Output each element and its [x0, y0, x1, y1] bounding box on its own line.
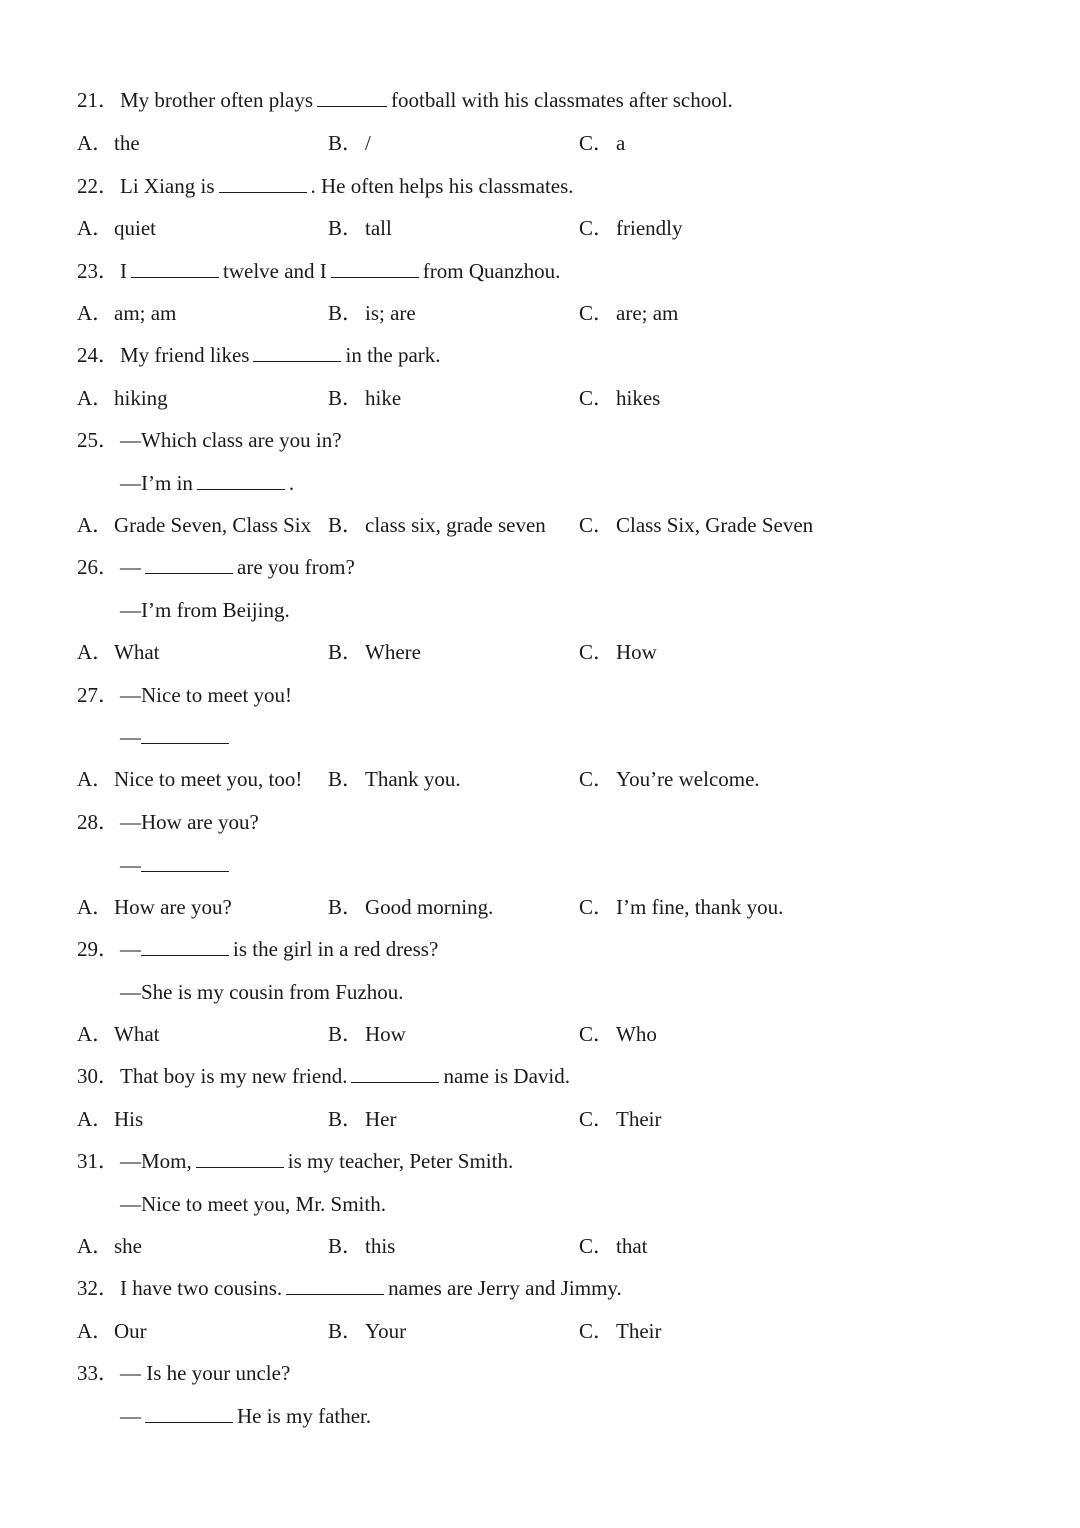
question-21 [77, 85, 733, 115]
option-letter: B． [328, 640, 364, 664]
option-letter: A． [77, 386, 114, 410]
option-text: His [114, 1107, 144, 1131]
question-stem: —I’m from Beijing. [120, 598, 290, 622]
option-text: Where [365, 640, 421, 664]
question-33-reply [120, 1401, 371, 1431]
question-stem: —Nice to meet you, Mr. Smith. [120, 1192, 386, 1216]
option-c[interactable] [579, 1019, 657, 1049]
question-stem: in the park. [345, 343, 441, 367]
options-21 [77, 128, 977, 158]
question-number: 30． [77, 1064, 119, 1088]
answer-blank [196, 1149, 284, 1168]
option-letter: C． [579, 1319, 615, 1343]
question-28 [77, 807, 259, 837]
option-text: is; are [365, 301, 416, 325]
option-text: that [616, 1234, 648, 1258]
question-number: 28． [77, 810, 119, 834]
question-stem: —Nice to meet you! [120, 683, 293, 707]
question-stem: is the girl in a red dress? [233, 937, 439, 961]
option-text: hikes [616, 386, 661, 410]
option-a[interactable] [77, 213, 156, 243]
option-a[interactable] [77, 1231, 142, 1261]
answer-blank [286, 1276, 384, 1295]
option-text: Thank you. [365, 767, 461, 791]
option-a[interactable] [77, 1019, 159, 1049]
options-24 [77, 383, 977, 413]
option-letter: B． [328, 767, 364, 791]
option-text: What [114, 640, 160, 664]
question-stem: — Is he your uncle? [120, 1361, 291, 1385]
question-stem: I have two cousins. [120, 1276, 283, 1300]
options-31 [77, 1231, 977, 1261]
option-letter: A． [77, 131, 114, 155]
answer-blank [197, 471, 285, 490]
question-22 [77, 171, 574, 201]
option-letter: A． [77, 513, 114, 537]
option-text: the [114, 131, 140, 155]
option-letter: A． [77, 767, 114, 791]
option-a[interactable] [77, 1316, 147, 1346]
question-stem: . He often helps his classmates. [310, 174, 574, 198]
question-27 [77, 680, 292, 710]
option-letter: B． [328, 513, 364, 537]
question-number: 23． [77, 259, 119, 283]
option-a[interactable] [77, 128, 140, 158]
option-letter: C． [579, 301, 615, 325]
option-text: How are you? [114, 895, 232, 919]
question-number: 29． [77, 937, 119, 961]
question-stem: — [120, 1404, 141, 1428]
options-27 [77, 764, 977, 794]
question-number: 31． [77, 1149, 119, 1173]
question-31 [77, 1146, 513, 1176]
question-stem: —Mom, [120, 1149, 192, 1173]
option-c[interactable] [579, 128, 625, 158]
option-text: a [616, 131, 626, 155]
option-text: Who [616, 1022, 657, 1046]
option-letter: B． [328, 1319, 364, 1343]
option-text: quiet [114, 216, 156, 240]
question-stem: My friend likes [120, 343, 250, 367]
option-a[interactable] [77, 892, 232, 922]
option-a[interactable] [77, 764, 302, 794]
question-stem: — [120, 555, 141, 579]
option-text: Grade Seven, Class Six [114, 513, 312, 537]
question-stem: . [288, 471, 295, 495]
question-33 [77, 1358, 290, 1388]
option-b[interactable] [328, 213, 392, 243]
option-b[interactable] [328, 892, 493, 922]
options-29 [77, 1019, 977, 1049]
option-letter: C． [579, 640, 615, 664]
option-letter: B． [328, 386, 364, 410]
option-text: Their [616, 1319, 662, 1343]
option-text: tall [365, 216, 392, 240]
question-stem: twelve and I [223, 259, 327, 283]
option-letter: B． [328, 1107, 364, 1131]
option-letter: A． [77, 216, 114, 240]
option-letter: A． [77, 1319, 114, 1343]
option-text: Their [616, 1107, 662, 1131]
question-number: 22． [77, 174, 119, 198]
option-letter: B． [328, 301, 364, 325]
question-stem: Li Xiang is [120, 174, 215, 198]
option-text: How [616, 640, 657, 664]
option-text: hike [365, 386, 402, 410]
options-26 [77, 637, 977, 667]
question-32 [77, 1273, 622, 1303]
question-number: 25． [77, 428, 119, 452]
question-31-reply [120, 1189, 386, 1219]
option-letter: C． [579, 1022, 615, 1046]
option-a[interactable] [77, 298, 176, 328]
option-b[interactable] [328, 1316, 406, 1346]
answer-blank [141, 725, 229, 744]
question-stem: —Which class are you in? [120, 428, 342, 452]
options-28 [77, 892, 977, 922]
option-b[interactable] [328, 1104, 396, 1134]
option-a[interactable] [77, 510, 311, 540]
answer-blank [219, 174, 307, 193]
option-text: Class Six, Grade Seven [616, 513, 814, 537]
option-text: Your [365, 1319, 407, 1343]
option-letter: A． [77, 640, 114, 664]
answer-blank [145, 555, 233, 574]
question-29-reply [120, 977, 404, 1007]
question-29 [77, 934, 438, 964]
question-number: 26． [77, 555, 119, 579]
option-letter: B． [328, 131, 364, 155]
option-letter: A． [77, 1107, 114, 1131]
option-letter: B． [328, 1022, 364, 1046]
question-stem: I [120, 259, 127, 283]
question-number: 33． [77, 1361, 119, 1385]
question-stem: names are Jerry and Jimmy. [388, 1276, 622, 1300]
option-text: You’re welcome. [616, 767, 760, 791]
question-stem: My brother often plays [120, 88, 314, 112]
option-text: friendly [616, 216, 683, 240]
option-letter: C． [579, 895, 615, 919]
option-b[interactable] [328, 1019, 406, 1049]
option-letter: C． [579, 131, 615, 155]
option-b[interactable] [328, 510, 546, 540]
question-stem: — [120, 725, 141, 749]
option-letter: C． [579, 1107, 615, 1131]
question-stem: are you from? [237, 555, 355, 579]
option-text: am; am [114, 301, 177, 325]
options-25 [77, 510, 977, 540]
option-letter: A． [77, 895, 114, 919]
option-text: Good morning. [365, 895, 494, 919]
question-28-reply [120, 850, 233, 880]
option-a[interactable] [77, 383, 168, 413]
question-stem: — [120, 853, 141, 877]
answer-blank [131, 259, 219, 278]
option-letter: C． [579, 386, 615, 410]
question-stem: is my teacher, Peter Smith. [287, 1149, 514, 1173]
option-letter: B． [328, 895, 364, 919]
option-c[interactable] [579, 1231, 648, 1261]
option-b[interactable] [328, 298, 416, 328]
question-stem: name is David. [443, 1064, 571, 1088]
option-text: this [365, 1234, 396, 1258]
option-c[interactable] [579, 1104, 661, 1134]
answer-blank [141, 853, 229, 872]
option-text: Our [114, 1319, 147, 1343]
option-b[interactable] [328, 128, 371, 158]
question-number: 27． [77, 683, 119, 707]
question-stem: That boy is my new friend. [120, 1064, 348, 1088]
option-text: class six, grade seven [365, 513, 546, 537]
question-stem: — [120, 937, 141, 961]
question-27-reply [120, 722, 233, 752]
question-stem: from Quanzhou. [422, 259, 561, 283]
option-text: I’m fine, thank you. [616, 895, 784, 919]
question-23 [77, 256, 560, 286]
option-c[interactable] [579, 764, 760, 794]
option-text: What [114, 1022, 160, 1046]
option-c[interactable] [579, 637, 657, 667]
question-25-reply [120, 468, 294, 498]
option-text: Her [365, 1107, 397, 1131]
question-stem: He is my father. [237, 1404, 372, 1428]
option-b[interactable] [328, 637, 421, 667]
answer-blank [253, 343, 341, 362]
question-stem: —How are you? [120, 810, 259, 834]
option-text: Nice to meet you, too! [114, 767, 303, 791]
option-a[interactable] [77, 1104, 143, 1134]
option-text: / [365, 131, 371, 155]
option-a[interactable] [77, 637, 159, 667]
question-26-reply [120, 595, 290, 625]
option-c[interactable] [579, 892, 783, 922]
option-letter: B． [328, 1234, 364, 1258]
options-30 [77, 1104, 977, 1134]
option-letter: C． [579, 1234, 615, 1258]
question-24 [77, 340, 441, 370]
answer-blank [145, 1404, 233, 1423]
option-letter: C． [579, 767, 615, 791]
option-text: How [365, 1022, 406, 1046]
question-number: 21． [77, 88, 119, 112]
options-32 [77, 1316, 977, 1346]
options-22 [77, 213, 977, 243]
option-c[interactable] [579, 383, 660, 413]
option-letter: C． [579, 513, 615, 537]
option-letter: C． [579, 216, 615, 240]
question-25 [77, 425, 342, 455]
answer-blank [141, 937, 229, 956]
option-letter: A． [77, 301, 114, 325]
option-b[interactable] [328, 764, 461, 794]
question-stem: —I’m in [120, 471, 193, 495]
question-30 [77, 1061, 570, 1091]
question-number: 24． [77, 343, 119, 367]
option-c[interactable] [579, 510, 813, 540]
option-c[interactable] [579, 298, 678, 328]
option-b[interactable] [328, 1231, 395, 1261]
answer-blank [317, 88, 387, 107]
option-text: she [114, 1234, 142, 1258]
option-letter: A． [77, 1234, 114, 1258]
question-stem: football with his classmates after school. [391, 88, 733, 112]
answer-blank [331, 259, 419, 278]
question-26 [77, 552, 355, 582]
question-stem: —She is my cousin from Fuzhou. [120, 980, 404, 1004]
option-c[interactable] [579, 1316, 661, 1346]
option-b[interactable] [328, 383, 401, 413]
option-c[interactable] [579, 213, 682, 243]
answer-blank [351, 1064, 439, 1083]
option-letter: B． [328, 216, 364, 240]
option-text: hiking [114, 386, 168, 410]
option-letter: A． [77, 1022, 114, 1046]
question-number: 32． [77, 1276, 119, 1300]
options-23 [77, 298, 977, 328]
option-text: are; am [616, 301, 679, 325]
